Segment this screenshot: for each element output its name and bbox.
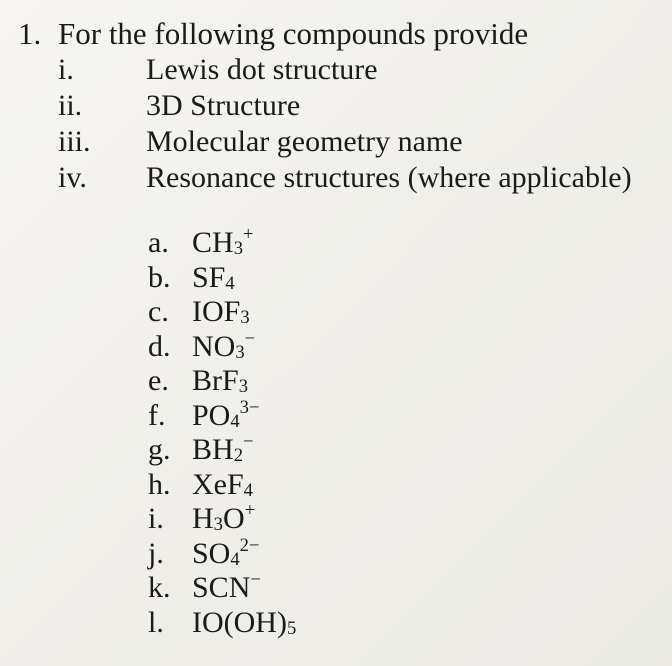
compound-label: e. <box>148 364 169 397</box>
formula-text: CH <box>192 226 234 259</box>
requirement-label: iii. <box>58 125 91 158</box>
compound-formula <box>192 571 261 604</box>
compound-formula <box>192 468 253 501</box>
formula-subscript: 4 <box>230 548 240 570</box>
formula-text: SO <box>192 536 231 570</box>
formula-subscript: 4 <box>243 479 253 501</box>
compound-formula <box>192 226 253 259</box>
formula-text: PO <box>192 398 231 432</box>
requirement-item <box>58 160 632 196</box>
compound-item <box>148 606 296 641</box>
compound-item <box>148 433 296 468</box>
formula-subscript: 3 <box>240 307 250 328</box>
question-number: 1. <box>18 16 42 51</box>
compound-formula <box>192 433 253 466</box>
formula-text: BrF <box>192 364 239 397</box>
compound-item <box>148 295 296 330</box>
compound-item <box>148 571 296 606</box>
compound-label: d. <box>148 329 171 363</box>
compound-item <box>148 327 296 365</box>
formula-charge: + <box>244 500 256 521</box>
requirement-label: i. <box>58 53 74 86</box>
compound-formula <box>192 502 255 535</box>
formula-text: SF <box>192 260 226 294</box>
compound-label: f. <box>148 398 166 432</box>
formula-text: SCN <box>192 571 251 604</box>
compound-label: i. <box>148 502 164 535</box>
compound-label: k. <box>148 571 171 604</box>
compound-label: j. <box>148 536 164 570</box>
formula-subscript: 4 <box>225 272 235 294</box>
question-prompt: For the following compounds provide <box>58 16 529 51</box>
formula-text: NO <box>192 329 236 363</box>
formula-charge: + <box>242 224 254 245</box>
compound-formula <box>192 261 235 294</box>
formula-charge: − <box>242 431 254 452</box>
formula-subscript: 5 <box>286 617 297 639</box>
compound-formula <box>192 327 256 363</box>
formula-text: IO(OH) <box>192 605 287 639</box>
formula-charge: − <box>244 327 256 349</box>
formula-text: IOF <box>192 295 241 328</box>
formula-subscript: 3 <box>235 341 245 363</box>
compound-formula <box>192 295 250 328</box>
compound-formula <box>192 606 296 639</box>
compound-item <box>148 396 296 434</box>
requirement-label: ii. <box>58 89 83 122</box>
requirement-item <box>58 52 632 88</box>
compound-label: h. <box>148 467 171 501</box>
compound-label: b. <box>148 260 171 294</box>
compound-item <box>148 502 296 537</box>
formula-subscript: 3 <box>233 238 243 259</box>
requirement-text: 3D Structure <box>146 89 301 122</box>
formula-text: XeF <box>192 467 244 501</box>
formula-charge: 3− <box>239 396 260 418</box>
formula-charge: − <box>250 569 261 590</box>
compound-item <box>148 261 296 296</box>
compound-label: a. <box>148 226 169 259</box>
formula-subscript: 3 <box>238 376 248 397</box>
requirements-list <box>58 52 632 196</box>
question-heading <box>18 14 528 54</box>
compound-formula <box>192 396 260 432</box>
compound-label: l. <box>148 605 164 639</box>
requirement-label: iv. <box>58 161 87 194</box>
formula-charge: 2− <box>239 534 260 556</box>
formula-subscript: 3 <box>213 514 223 535</box>
formula-text: O <box>222 502 245 535</box>
compound-formula <box>192 364 248 397</box>
compound-label: g. <box>148 433 171 466</box>
compound-label: c. <box>148 295 169 328</box>
compound-item <box>148 468 296 503</box>
compound-item <box>148 226 296 261</box>
formula-subscript: 2 <box>233 445 243 466</box>
requirement-text: Resonance structures (where applicable) <box>146 161 632 194</box>
requirement-text: Molecular geometry name <box>146 125 463 158</box>
formula-subscript: 4 <box>230 410 240 432</box>
requirement-item <box>58 124 632 160</box>
formula-text: BH <box>192 433 234 466</box>
compound-item <box>148 534 296 572</box>
compound-list <box>148 226 296 640</box>
formula-text: H <box>192 502 214 535</box>
requirement-item <box>58 88 632 124</box>
compound-formula <box>192 534 260 570</box>
requirement-text: Lewis dot structure <box>146 53 378 86</box>
compound-item <box>148 364 296 399</box>
